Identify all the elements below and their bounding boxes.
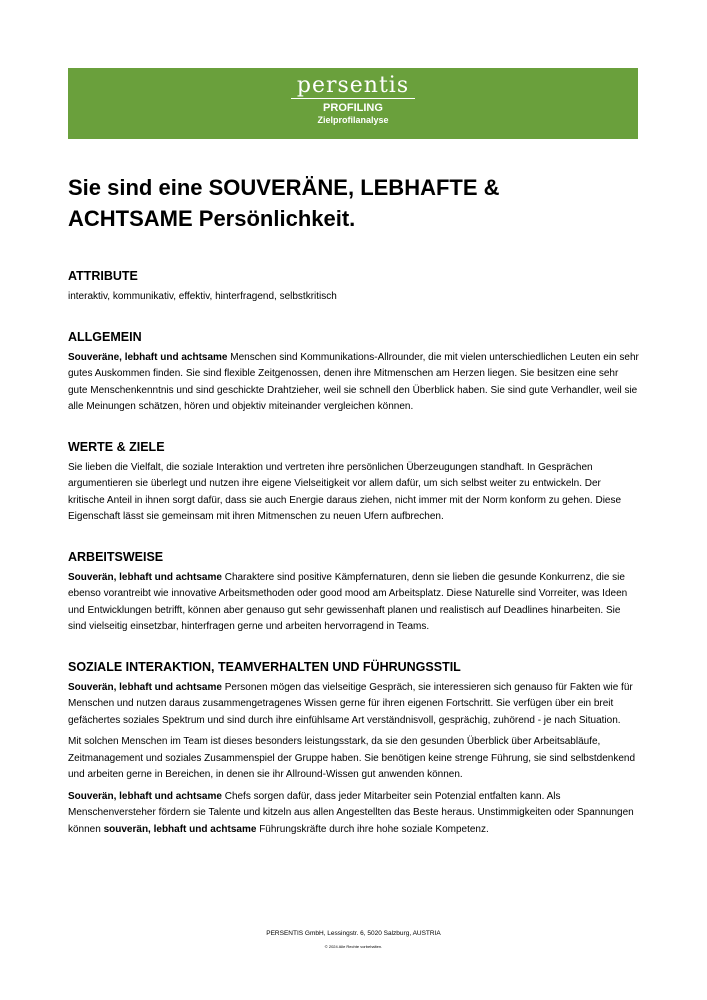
brand-logo: persentis	[291, 74, 415, 99]
section-werte	[68, 439, 640, 526]
footer-copyright: © 2024 Alle Rechte vorbehalten.	[324, 944, 383, 949]
bold-phrase: Souverän, lebhaft und achtsame	[68, 790, 222, 802]
section-heading: ALLGEMEIN	[68, 329, 142, 344]
bold-phrase: Souveräne, lebhaft und achtsame	[68, 351, 228, 363]
section-allgemein	[68, 329, 640, 416]
section-heading: WERTE & ZIELE	[68, 439, 165, 454]
bold-phrase: souverän, lebhaft und achtsame	[103, 823, 257, 835]
title-line-2: ACHTSAME Persönlichkeit.	[68, 206, 356, 231]
section-arbeitsweise	[68, 549, 640, 636]
paragraph-text: Menschen sind Kommunikations-Allrounder, die mit vielen unterschiedlichen Leuten ein sehr gutes Auskommen finden. Sie sind flexible Zeitgenossen, denen ihre Mitmenschen am Herzen liegen. Sie besitzen eine sehr gute Menschenkenntnis und sind geschickte Drahtzieher, weil sie schnell den Überblick haben. Sie sind gute Verhandler, weil sie alle Meinungen schätzen, hören und objektiv miteinander vergleichen können.	[68, 351, 639, 412]
attribute-text: interaktiv, kommunikativ, effektiv, hinterfragend, selbstkritisch	[68, 291, 337, 302]
section-paragraph	[68, 350, 640, 416]
bold-phrase: Souverän, lebhaft und achtsame	[68, 571, 222, 583]
section-paragraph	[68, 680, 640, 730]
header-banner	[68, 68, 638, 139]
document-body	[68, 172, 640, 861]
page-title	[68, 172, 640, 234]
paragraph-text: Chefs sorgen dafür, dass jeder Mitarbeiter sein Potenzial entfalten kann. Als Menschenversteher fördern sie Talente und kitzeln aus allen Angestellten das Beste heraus. Unstimmigkeiten oder Spannungen können	[68, 790, 634, 835]
product-name: PROFILING	[323, 102, 383, 114]
section-paragraph: Mit solchen Menschen im Team ist dieses besonders leistungsstark, da sie den gesunden Überblick über Arbeitsabläufe, Zeitmanagement und soziales Zusammenspiel der Gruppe haben. Sie benötigen keine strenge Führung, sie sind selbstdenkend und arbeiten gerne in Bereichen, in denen sie ihr Allround-Wissen gut anwenden können.	[68, 736, 636, 780]
section-sozial	[68, 659, 640, 839]
section-attribute	[68, 268, 640, 306]
paragraph-text: Führungskräfte durch ihre hohe soziale Kompetenz.	[256, 823, 489, 835]
title-line-1: Sie sind eine SOUVERÄNE, LEBHAFTE &	[68, 175, 500, 200]
paragraph-text: Personen mögen das vielseitige Gespräch, sie interessieren sich genauso für Fakten wie für Menschen und nutzen daraus zusammengetragenes Wissen gerne für ihren eigenen Fortschritt. Sie verfügen über ein breit gefächertes soziales Spektrum und sind durch ihre einfühlsame Art verständnisvoll, gesprächig, zuhörend - je nach Situation.	[68, 681, 633, 726]
section-paragraph	[68, 570, 640, 636]
section-paragraph: Sie lieben die Vielfalt, die soziale Interaktion und vertreten ihre persönlichen Überzeugungen standhaft. In Gesprächen argumentieren sie überlegt und nutzen ihre eigene Vielseitigkeit vor allem dafür, um sich selbst weiter zu entwickeln. Der kritische Anteil in ihnen sorgt dafür, dass sie auch Energie daraus ziehen, nicht immer mit der Norm konform zu gehen. Diese Eigenschaft lässt sie gemeinsam mit ihren Mitmenschen zu neuen Ufern aufbrechen.	[68, 461, 622, 522]
section-paragraph	[68, 789, 640, 839]
bold-phrase: Souverän, lebhaft und achtsame	[68, 681, 222, 693]
footer-address: PERSENTIS GmbH, Lessingstr. 6, 5020 Salzburg, AUSTRIA	[266, 930, 441, 937]
paragraph-text: Charaktere sind positive Kämpfernaturen, denn sie lieben die gesunde Konkurrenz, die sie ebenso vorantreibt wie innovative Arbeitsmethoden oder good mood am Arbeitsplatz. Diese Naturelle sind Vorreiter, was Ideen und Entwicklungen betrifft, können aber genauso gut sehr gewissenhaft planen und realistisch auf Deadlines hinarbeiten. Sie sind vielseitig einsetzbar, hinterfragen gerne und arbeiten hervorragend in Teams.	[68, 571, 628, 632]
section-heading: SOZIALE INTERAKTION, TEAMVERHALTEN UND FÜHRUNGSSTIL	[68, 659, 461, 674]
product-subtitle: Zielprofilanalyse	[317, 115, 389, 125]
section-heading: ARBEITSWEISE	[68, 549, 164, 564]
section-heading: ATTRIBUTE	[68, 269, 138, 283]
